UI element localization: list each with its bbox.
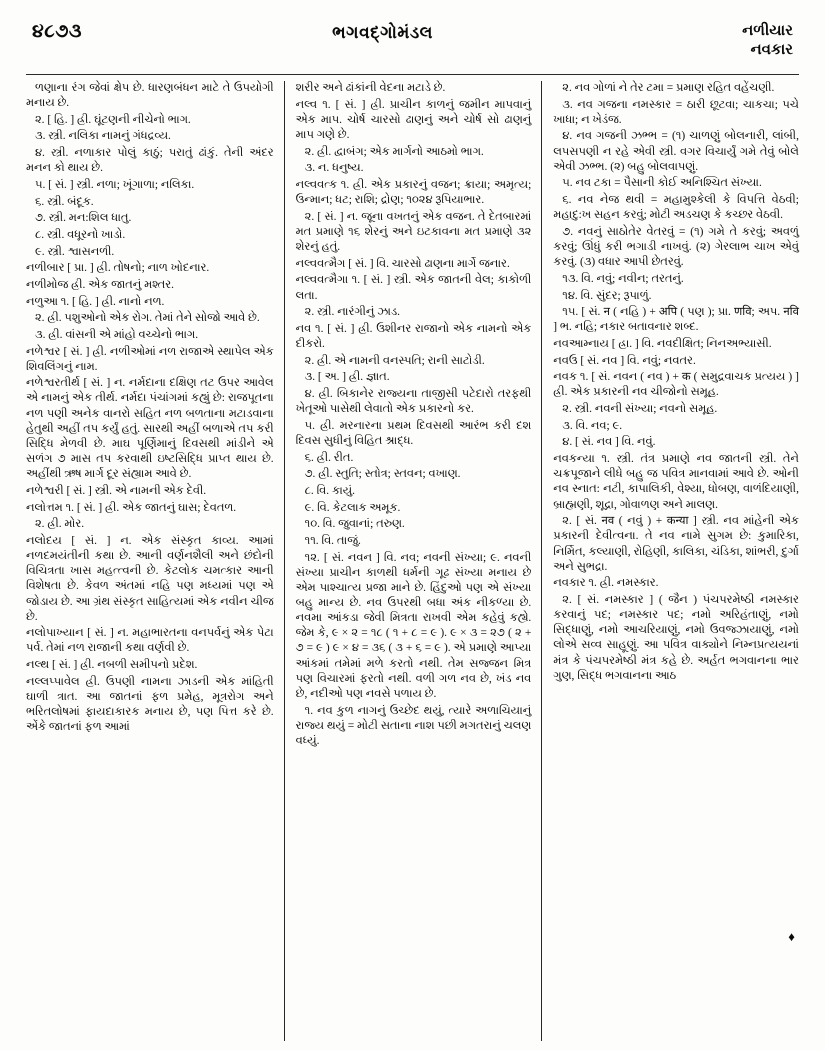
entry: ૧૫. [ સં. न ( નહિ ) + अपि ( પણ ); પ્રા. णवि; અપ. नवि ] ભ. નહિ; નકાર બતાવનાર શબ્દ.: [553, 306, 799, 334]
headword-entry: નળીબાર [ પ્રા. ] હ્રી. તોષનો; નાળ ખોદનાર.: [26, 262, 210, 275]
column-3: [541, 81, 799, 1041]
entry: ૬. હ્રી. રીત.: [304, 451, 354, 464]
entry: ૪. સ્ત્રી. નળાકાર પોલું કાઠું; પરાતું ઢાંકું. તેની અંદર મનન કો થાય છે.: [26, 147, 274, 175]
entry: ૧૨. [ સં. નવન ] વિ. નવ; નવની સંખ્યા; ૯. નવની સંખ્યા પ્રાચીન કાળથી ધર્મની ગૂઢ સંખ્યા મનાય છે એમ પાશ્ચાત્ય પ્રજા માને છે. હિંદુઓ પણ એ સંખ્યા બહુ માન્ય છે. નવ ઉપરથી બધા અંક નીકળ્યા છે. નવમા આંકડા જેવી મિત્રતા રાખવી એમ કહેવું કહ્યે. જેમ કે, ૯ × ૨ = ૧૮ ( ૧ + ૮ = ૯ ). ૯ × ૩ = ૨૭ ( ૨ + ૭ = ૯ ) ૯ × ૪ = ૩૬ ( ૩ + ૬ = ૯ ). એ પ્રમાણે આપ્યા આંકમાં તમેમાં મળે કરતો નથી. તેમ સજ્જન મિત્ર પણ વિચારમાં ફરતો નથી. વળી ગળ નવ છે, ખંડ નવ છે, નદીઓ પણ નવસે પળાય છે.: [295, 551, 532, 700]
entry: ૯. વિ. કેટલાક અમૂક.: [304, 501, 401, 514]
entry: ૨. [ સં. નમસ્કાર ] ( જૈન ) પંચપરમેષ્ઠી નમસ્કાર કરવાનું પદ; નમસ્કાર પદ; નમો અરિહંતાણું, નમો સિદ્ધાણું, નમો આચરિયાણું, નમો ઉવજ્ઝાયાણું, નમો લોએ સવ્વ સાહૂણું. આ પવિત્ર વાક્યોને નિમ્નપ્રત્યયનાં મંત્ર કે પંચપરમેષ્ઠી મંત્ર કહે છે. અર્હત ભગવાનના ભાર ગુણ, સિદ્ધ ભગવાનના આઠ: [553, 594, 799, 682]
header-guide-words: [683, 22, 793, 60]
entry: ૮. સ્ત્રી. વધૂરનો ખાડો.: [35, 228, 126, 241]
page-header: [26, 22, 799, 70]
entry: ૨. સ્ત્રી. નારંગીનું ઝાડ.: [304, 306, 401, 319]
headword-entry: નળુઆ ૧. [ હિ. ] હ્રી. નાનો નળ.: [26, 295, 165, 308]
headword-entry: નલ્વવત્મૈગા ૧. [ સં. ] સ્ત્રી. એક જાતની વેલ; કાકોળી લતા.: [295, 274, 532, 302]
entry: ૧૩. વિ. નવું; નવીન; તરતનું.: [562, 272, 684, 285]
entry: ૩. ન. ધનુષ્ય.: [304, 162, 364, 175]
entry: ૨. સ્ત્રી. નવની સંખ્યા; નવનો સમૂહ.: [562, 403, 718, 416]
running-title: ભગવદ્ગોમંડલ: [332, 23, 434, 42]
headword-entry: નલોપાખ્યાન [ સં. ] ન. મહાભારતના વનપર્વનું એક પેટા પર્વ. તેમાં નળ રાજાની કથા વર્ણવી છે.: [26, 627, 274, 655]
headword-entry: નવ ૧. [ સં. ] હ્રી. ઉશીનર રાજાનો એક નામનો એક દીકરો.: [295, 322, 532, 350]
entry: ૪. [ સં. નવ ] વિ. નવું.: [562, 436, 656, 449]
entry: ૩. નવ ગજના નમસ્કાર = ઠારી છૂટવા; ચાકચા; પચે ખાધા; ન ખેડંજ.: [553, 98, 799, 126]
headword-entry: નવકન્યા ૧. સ્ત્રી. તંત્ર પ્રમાણે નવ જાતની સ્ત્રી. તેને ચક્રપૂજાને લીધે બહુ જ પવિત્ર માનવામાં આવે છે. ઓની નવ સ્નાત: નટી, કાપાલિકી, વેશ્યા, ધોબણ, વાળંદિયાણી, બ્રાહ્મણી, શૂદ્રા, ગોવાળણ અને માલણ.: [553, 453, 799, 511]
entry: ૨. નવ ગોળાં ને તેર ટમા = પ્રમાણ રહિત વહેંચણી.: [562, 82, 775, 94]
entry: ૩. હ્રી. વાંસની એ માંહો વચ્ચેનો ભાગ.: [35, 328, 199, 341]
headword-entry: નળેશ્વરી [ સં. ] સ્ત્રી. એ નામની એક દેવી.: [26, 484, 207, 497]
headword-entry: નલ્થ [ સં. ] હ્રી. નબળી સમીપનો પ્રદેશ.: [26, 659, 198, 672]
entry: ૪. નવ ગજની ઝભ્ભ = (૧) ચાળણું બોલનારી, લાંબી, લપસપણી ન રહે એવી સ્ત્રી. વગર વિચાર્યું ગમે તેવું બોલે એવી ઝભ્ભ. (૨) બહુ બોલવાપણું.: [553, 130, 799, 173]
entry: ૨. [ સં. ] ન. જૂના વખતનું એક વજન. તે દેતબારમાં મત પ્રમાણે ૧૬ શેરનું અને ઇટકાવના મત પ્રમાણે ૩૨ શેરનું હતું.: [295, 210, 532, 254]
guide-word-last: નવકાર: [750, 41, 793, 58]
headword-entry: નલ્વ ૧. [ સં. ] હ્રી. પ્રાચીન કાળનું જમીન માપવાનું એક માપ. ચોર્ષ ચારસો ઢાણનું અને ચોર્ષ સો ઢાણનું માપ ગણે છે.: [295, 98, 532, 141]
entry: ૨. [ સં. नव ( નવું ) + कन्या ] સ્ત્રી. નવ માંહેની એક પ્રકારની દેવીત્વના. તે નવ નામે સુગમ છે: કુમારિકા, નિર્મિત, કલ્યાણી, રોહિણી, કાલિકા, ચંડિકા, શાંભરી, દુર્ગા અને સુભદ્રા.: [553, 515, 799, 573]
headword-entry: નવઉ [ સં. નવ ] વિ. નવું; નવતર.: [553, 354, 696, 367]
entry: ૫. હ્રી. મરનારના પ્રથમ દિવસથી આરંભ કરી દશ દિવસ સુધીનું વિહિત શ્રાદ્ધ.: [295, 419, 532, 447]
entry: ૨. હ્રી. એ નામની વનસ્પતિ; રાની સાટોડી.: [304, 354, 485, 367]
entry: ૭. હ્રી. સ્તુતિ; સ્તોત્ર; સ્તવન; વખાણ.: [304, 468, 461, 481]
entry: ૭. નવનું સાઠોતેર વેતરવું = (૧) ગમે તે કરવું; અવળું કરવું; ઊંધું કરી ભગાડી નાખવું. (૨) ગેરલાભ ચાખ એવું કરવું. (૩) વધાર આપી છેતરવું.: [553, 225, 799, 269]
entry: શરીર અને ઢાંકાંની વેદના મટાડે છે.: [295, 82, 446, 94]
entry: ૧૧. વિ. તાજું.: [304, 534, 361, 547]
entry: ળણાના રંગ જેવાં ક્ષેપ છે. ધારણબંધન માટે તે ઉપયોગી મનાય છે.: [26, 82, 274, 110]
headword-entry: નવઆમ્નાય [ હ્રા. ] વિ. નવદીક્ષિત; નિનઅભ્યાસી.: [553, 338, 772, 350]
entry: ૨. હ્રી. દ્વાબંગ; એક માર્ગનો આઠમો ભાગ.: [304, 145, 484, 158]
headword-entry: નળેશ્વરતીર્થ [ સં. ] ન. નર્મદાના દક્ષિણ તટ ઉપર આવેલ એ નામનું એક તીર્થ. નર્મદા પંચાંગમાં કહ્યું છે: રાજપૂતના નળ પણી અનેક વાનરો સહિત નળ બળતાના મટાડવાના હેતુથી અહીં તપ કર્યું હતું. સારથી અહીં બળાએ તપ કરી સિદ્ધિ મેળવી છે. માઘ પૂર્ણિમાનું દિવસથી માંડીને એ સળંગ ૭ માસ તપ કરવાથી ઇષ્ટસિદ્ધિ પ્રાપ્ત થાય છે. અહીંથી ઋષ માર્ગ દૂર સંહ્યામ આવે છે.: [26, 377, 274, 481]
entry: ૬. સ્ત્રી. બંદૂક.: [35, 195, 94, 208]
entry: ૩. [ અ. ] હ્રી. જ્ઞાત.: [304, 371, 390, 384]
entry: ૨. [ હિ. ] હ્રી. ઘૂંટણની નીચેનો ભાગ.: [35, 113, 191, 126]
headword-entry: નલ્વવત્ક ૧. હ્રી. એક પ્રકારનું વજન; ક્રાયા; અમૃત્ય; ઉન્માન; ધટ; રાશિ; દ્રોણ; ૧૦૨૪ રૂપિયાભાર.: [295, 178, 532, 207]
entry: ૨. હ્રી. પશુઓનો એક રોગ. તેમાં તેને સોજો આવે છે.: [35, 312, 260, 325]
entry: ૫. [ સં. ] સ્ત્રી. નળા; ખૂંગાળા; નલિકા.: [35, 178, 195, 191]
headword-entry: નલ્વવત્મૈગ [ સં. ] વિ. ચારસો ઢાણના માર્ગે જનાર.: [295, 257, 510, 270]
headword-entry: નલોત્તમ ૧. [ સં. ] હ્રી. એક જાતનું ઘાસ; દેવતળ.: [26, 501, 237, 514]
entry: ૩. વિ. નવ; ૯.: [562, 419, 623, 432]
entry: ૪. હ્રી. બિકાનેર રાજ્યના તાજીસી પટેદારો તરફથી ખેતૂઓ પાસેથી લેવાતો એક પ્રકારનો કર.: [295, 387, 532, 416]
entry: ૫. નવ ટકા = પૈસાની કોઈ અનિશ્ચિત સંખ્યા.: [562, 177, 762, 190]
entry: ૭. સ્ત્રી. મન:શિલ ધાતુ.: [35, 212, 132, 225]
headword-entry: નળેશ્વર [ સં. ] હ્રી. નળીઓમાં નળ રાજાએ સ્થાપેલ એક શિવલિંગનું નામ.: [26, 345, 274, 373]
entry: ૮. વિ. કાયું.: [304, 484, 355, 497]
guide-word-first: નળીયાર: [742, 23, 793, 39]
entry: ૩. સ્ત્રી. નલિકા નામનું ગંધદ્રવ્ય.: [35, 130, 171, 143]
entry: ૬. નવ નેજ થવી = મહામુશ્કેલી કે વિપત્તિ વેઠવી; મહાદુ:ખ સહન કરવું; મોટી અડચણ કે કચ્છર વેઠવી.: [553, 194, 799, 222]
entry: ૧૪. વિ. સુંદર; રૂપાળું.: [562, 289, 652, 302]
column-1: [26, 81, 284, 1041]
column-2: [284, 81, 542, 1041]
headword-entry: નવક ૧. [ સં. નવન ( નવ ) + क ( સમુદ્રવાચક પ્રત્યય ) ] હ્રી. એક પ્રકારની નવ ચીજોનો સમૂહ.: [553, 371, 799, 399]
headword-entry: નળીમોજ હ્રી. એક જાતનું મશ્તર.: [26, 278, 174, 291]
page-folio: ૪૮૭૩: [32, 21, 83, 42]
headword-entry: નવકાર ૧. હ્રી. નમસ્કાર.: [553, 577, 659, 590]
text-columns: [26, 74, 799, 1041]
entry: ૯. સ્ત્રી. શ્વાસનળી.: [35, 245, 115, 258]
entry: ૧૦. વિ. જુવાનાં; તરુણ.: [304, 518, 405, 531]
headword-entry: નલ્લપ્પાવેલ હ્રી. ઉપણી નામના ઝાડની એક માંહિતી ઘાળી ત્રાત. આ જાતનાં ફળ પ્રમેહ, મૂત્રરોગ અને ભરિતલોષમાં ફાયદાકારક મનાય છે, પણ પિત્ત કરે છે. એંકે જાતનાં ફળ આમાં: [26, 675, 274, 734]
margin-mark: ♦: [788, 928, 795, 944]
entry: ૨. હ્રી. મોર.: [35, 518, 85, 531]
entry: ૧. નવ કુળ નાગનું ઉચ્છેદ થયું, ત્યારે અળાચિયાનું રાજ્ય થયું = મોટી સતાના નાશ પછી મગતરાનું ચલણ વધ્યું.: [295, 704, 532, 747]
headword-entry: નલોદય [ સં. ] ન. એક સંસ્કૃત કાવ્ય. આમાં નળદમયંતીની કથા છે. આની વર્ણનશૈલી અને છંદોની વિચિત્રતા ખાસ મહત્ત્વની છે. કેટલોક ચમત્કાર આની વિશેષતા છે. કેવળ અંતમાં નહિ પણ મધ્યમાં પણ એ જોડાય છે. આ ગ્રંથ સંસ્કૃત સાહિત્યમાં એક નવીન ચીજ છે.: [26, 534, 274, 623]
